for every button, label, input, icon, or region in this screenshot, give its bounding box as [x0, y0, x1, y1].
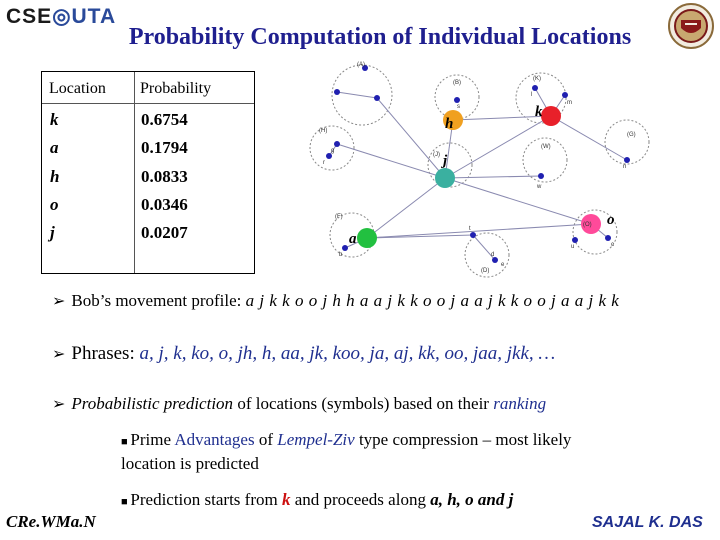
label-k: k [535, 104, 543, 120]
subbullet-advantages: ■ Prime Advantages of Lempel-Ziv type compression – most likely [121, 430, 572, 449]
square-bullet-icon: ■ [121, 436, 131, 448]
svg-text:r: r [323, 160, 325, 166]
svg-text:w: w [537, 184, 542, 190]
svg-text:n: n [623, 164, 627, 170]
svg-text:(W): (W) [541, 144, 551, 150]
label-o: o [607, 212, 615, 228]
header-probability: Probability [140, 80, 212, 97]
table-cell-location: a [50, 138, 59, 157]
table-cell-location: k [50, 110, 59, 129]
page-title: Probability Computation of Individual Locations [128, 24, 632, 50]
label-h: h [445, 116, 454, 132]
node-j [435, 168, 455, 188]
region-circle [332, 65, 392, 125]
table-cell-probability: 0.0207 [141, 223, 188, 242]
subbullet-advantages-line2: location is predicted [121, 454, 259, 473]
svg-text:(B): (B) [453, 80, 461, 86]
svg-text:(G): (G) [627, 132, 636, 138]
svg-text:(F): (F) [335, 214, 343, 220]
footer-author: SAJAL K. DAS [592, 514, 703, 531]
svg-text:m: m [567, 100, 572, 106]
table-cell-location: j [50, 223, 55, 242]
bullet-movement-profile: ➢ Bob’s movement profile: a j k k o o j h h a a j k k o o j a a j k k o o j a a j k k [52, 291, 620, 310]
svg-text:t: t [469, 226, 471, 232]
node-a [357, 228, 377, 248]
footer-brand: CRe.WMa.N [6, 512, 96, 531]
svg-text:d: d [491, 252, 495, 258]
arrow-bullet-icon: ➢ [52, 346, 66, 363]
node-k [541, 106, 561, 126]
location-network-diagram [305, 60, 650, 280]
svg-text:u: u [571, 244, 575, 250]
svg-text:(K): (K) [533, 76, 541, 82]
subbullet-prediction-start: ■ Prediction starts from k and proceeds along a, h, o and j [121, 490, 514, 509]
logo-circle-icon: ◎ [52, 5, 72, 28]
svg-text:(H): (H) [319, 128, 328, 134]
bullet-prediction: ➢ Probabilistic prediction of locations (symbols) based on their ranking [52, 394, 547, 413]
svg-text:(O): (O) [583, 222, 592, 228]
table-cell-location: h [50, 167, 60, 186]
table-cell-location: o [50, 195, 59, 214]
svg-text:l: l [531, 92, 533, 98]
arrow-bullet-icon: ➢ [52, 396, 66, 413]
table-cell-probability: 0.0346 [141, 195, 188, 214]
svg-text:(J): (J) [433, 152, 440, 158]
logo-text: CSE [6, 5, 53, 28]
svg-text:g: g [331, 148, 335, 154]
arrow-bullet-icon: ➢ [52, 293, 66, 310]
label-j: j [443, 153, 448, 169]
table-header-divider [42, 103, 254, 104]
header-location: Location [49, 80, 106, 97]
table-cell-probability: 0.6754 [141, 110, 188, 129]
label-a: a [349, 231, 357, 247]
table-cell-probability: 0.0833 [141, 167, 188, 186]
svg-text:b: b [339, 252, 343, 258]
table-cell-probability: 0.1794 [141, 138, 188, 157]
probability-table [41, 71, 255, 274]
svg-text:(D): (D) [481, 268, 490, 274]
logo-text-accent: UTA [71, 5, 117, 28]
svg-text:(A): (A) [357, 62, 365, 68]
square-bullet-icon: ■ [121, 496, 131, 508]
bullet-phrases: ➢ Phrases: a, j, k, ko, o, jh, h, aa, jk, koo, ja, aj, kk, oo, jaa, jkk, … [52, 343, 556, 364]
svg-text:s: s [457, 104, 460, 110]
svg-text:e: e [501, 262, 505, 268]
svg-text:c: c [611, 242, 614, 248]
